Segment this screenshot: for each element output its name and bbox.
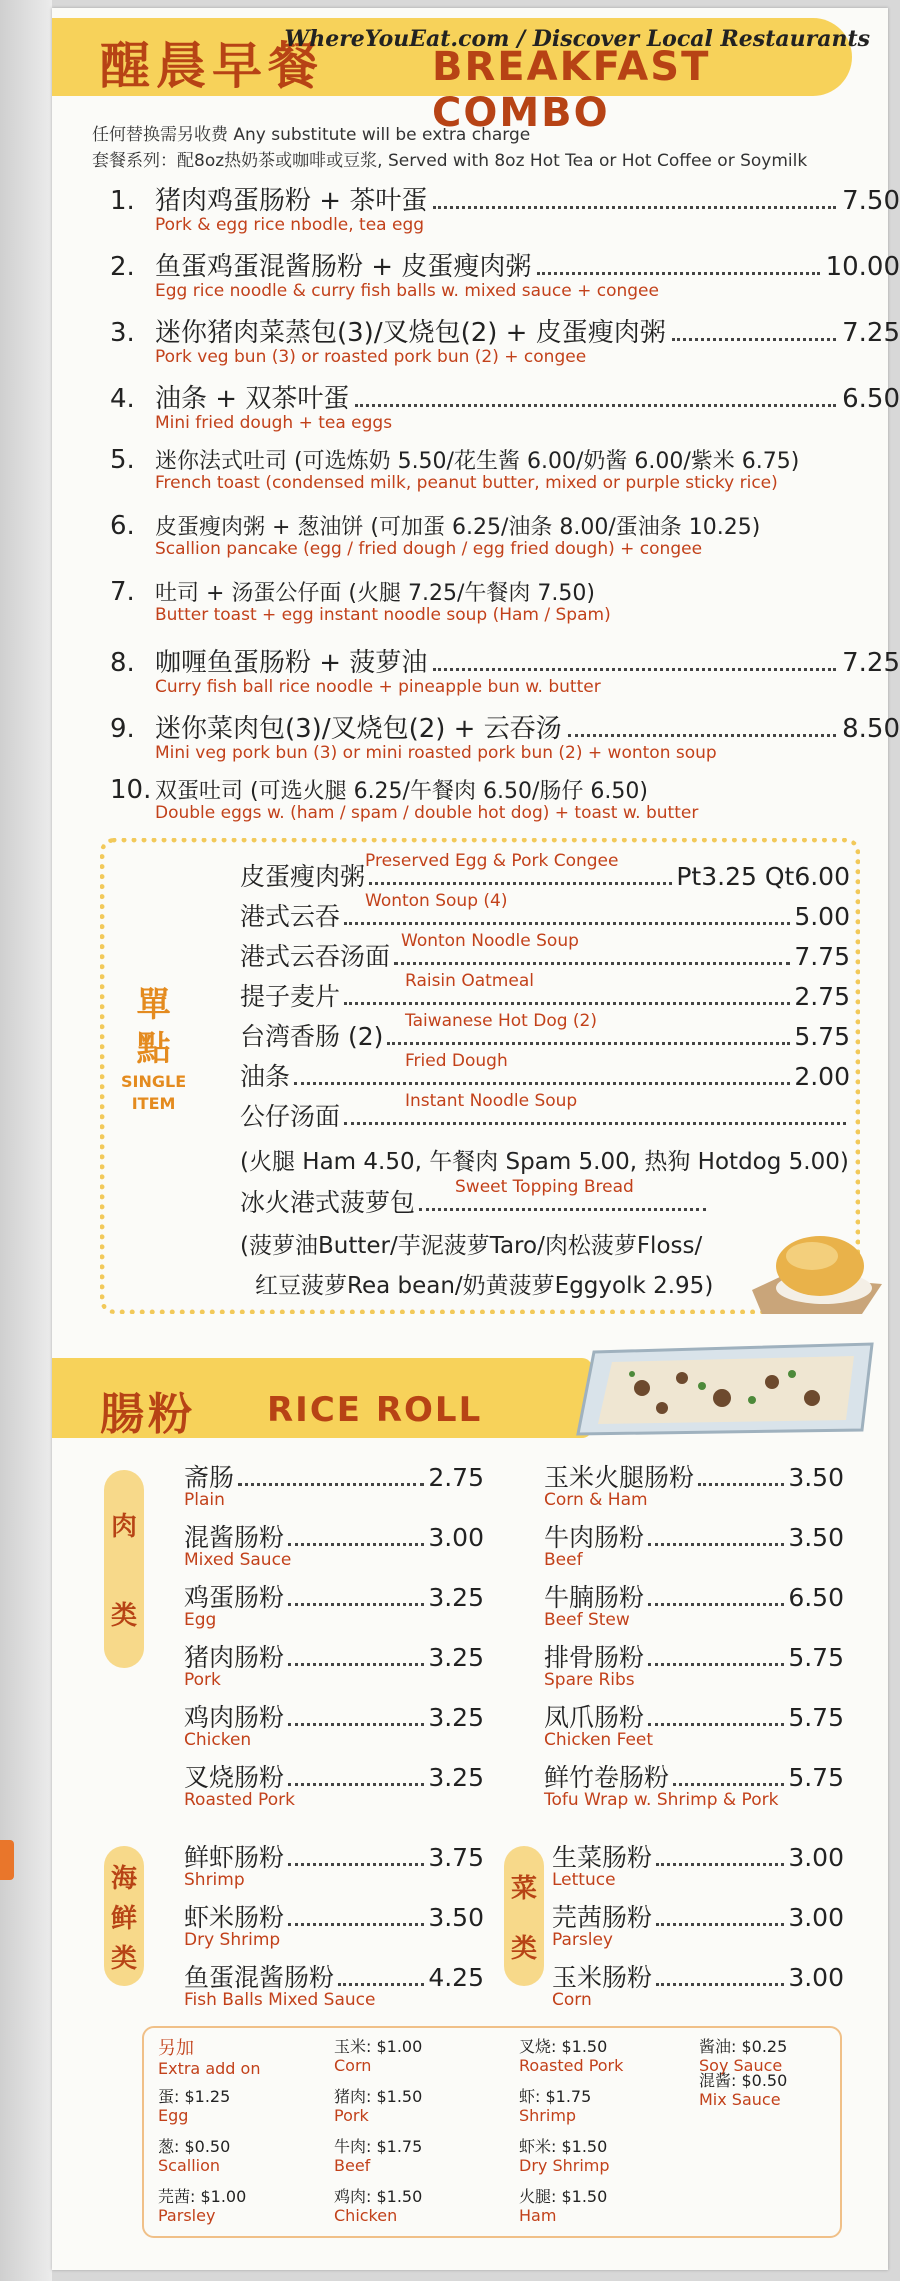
extra-item: 虾米: $1.50 Dry Shrimp <box>519 2137 610 2175</box>
combo-num: 1. <box>110 186 135 216</box>
bread-zh: 冰火港式菠萝包 <box>240 1188 416 1217</box>
rice-roll-zh: 虾米肠粉 <box>184 1903 285 1932</box>
rice-roll-en: Pork <box>184 1670 221 1690</box>
combo-zh: 猪肉鸡蛋肠粉 + 茶叶蛋 <box>155 186 428 216</box>
combo-price: 10.00 <box>825 252 900 282</box>
combo-item <box>110 576 900 642</box>
rice-roll-en: Plain <box>184 1490 225 1510</box>
extras-title: 另加 Extra add on <box>158 2038 261 2078</box>
rice-roll-zh: 芫茜肠粉 <box>552 1903 653 1932</box>
rice-roll-price: 3.00 <box>788 1903 844 1932</box>
rice-roll-zh: 鸡蛋肠粉 <box>184 1583 285 1612</box>
rice-roll-zh: 玉米肠粉 <box>552 1963 653 1992</box>
extra-item: 叉烧: $1.50 Roasted Pork <box>519 2037 624 2075</box>
combo-en: Mini veg pork bun (3) or mini roasted pork bun (2) + wonton soup <box>155 743 717 763</box>
single-item-zh: 提子麦片 <box>240 982 341 1011</box>
combo-item <box>110 642 900 708</box>
breakfast-title-zh: 醒晨早餐 <box>100 37 324 95</box>
rice-roll-item <box>544 1578 844 1630</box>
combo-num: 5. <box>110 445 135 475</box>
single-label-zh-2: 點 <box>136 1029 171 1069</box>
rice-roll-en: Fish Balls Mixed Sauce <box>184 1990 376 2010</box>
extra-item: 葱: $0.50 Scallion <box>158 2137 231 2175</box>
rice-roll-price: 5.75 <box>788 1703 844 1732</box>
rice-roll-item <box>184 1458 484 1510</box>
combo-price: 7.50 <box>842 186 900 216</box>
rice-roll-item <box>544 1698 844 1750</box>
rice-roll-item <box>544 1758 844 1810</box>
rice-roll-zh: 排骨肠粉 <box>544 1643 645 1672</box>
combo-zh: 迷你法式吐司 (可选炼奶 5.50/花生酱 6.00/奶酱 6.00/紫米 6.75) <box>155 449 800 474</box>
rice-roll-price: 6.50 <box>788 1583 844 1612</box>
combo-en: Pork veg bun (3) or roasted pork bun (2) + congee <box>155 347 587 367</box>
single-item-box <box>100 838 860 1314</box>
combo-num: 4. <box>110 384 135 414</box>
extra-item: 玉米: $1.00 Corn <box>334 2037 423 2075</box>
combo-en: Pork & egg rice nbodle, tea egg <box>155 215 425 235</box>
combo-num: 8. <box>110 648 135 678</box>
combo-zh: 吐司 + 汤蛋公仔面 (火腿 7.25/午餐肉 7.50) <box>155 581 595 606</box>
combo-zh: 迷你猪肉菜蒸包(3)/叉烧包(2) + 皮蛋瘦肉粥 <box>155 318 666 348</box>
single-item <box>240 897 850 933</box>
single-item-zh: 皮蛋瘦肉粥 <box>240 862 366 891</box>
rice-roll-item <box>552 1898 844 1950</box>
rice-roll-en: Dry Shrimp <box>184 1930 281 1950</box>
rice-roll-price: 5.75 <box>788 1643 844 1672</box>
combo-price: 7.25 <box>842 648 900 678</box>
menu-page <box>52 8 900 2270</box>
rice-roll-zh: 猪肉肠粉 <box>184 1643 285 1672</box>
rice-roll-price: 3.25 <box>428 1643 484 1672</box>
single-label-zh-1: 單 <box>136 985 171 1025</box>
single-item-zh: 公仔汤面 <box>240 1102 341 1131</box>
combo-price: 6.50 <box>842 384 900 414</box>
bread-options-2: 红豆菠萝Rea bean/奶黄菠萝Eggyolk 2.95) <box>255 1273 714 1299</box>
noodle-options: (火腿 Ham 4.50, 午餐肉 Spam 5.00, 热狗 Hotdog 5.00) <box>240 1149 849 1175</box>
extra-item: 猪肉: $1.50 Pork <box>334 2087 423 2125</box>
rice-roll-price: 3.50 <box>788 1523 844 1552</box>
rice-roll-item <box>184 1638 484 1690</box>
rice-roll-en: Corn <box>552 1990 592 2010</box>
combo-zh: 迷你菜肉包(3)/叉烧包(2) + 云吞汤 <box>155 714 562 744</box>
extra-item: 虾: $1.75 Shrimp <box>519 2087 592 2125</box>
rice-roll-en: Lettuce <box>552 1870 616 1890</box>
orange-tab-edge <box>0 1840 14 1880</box>
single-item <box>240 1057 850 1093</box>
rice-roll-title-zh: 腸粉 <box>100 1389 196 1440</box>
rice-roll-item <box>184 1698 484 1750</box>
combo-num: 3. <box>110 318 135 348</box>
single-item-en: Preserved Egg & Pork Congee <box>365 851 619 871</box>
extra-item: 牛肉: $1.75 Beef <box>334 2137 423 2175</box>
single-item-en: Wonton Soup (4) <box>365 891 508 911</box>
single-item-price: 7.75 <box>794 942 850 971</box>
rice-roll-price: 3.00 <box>428 1523 484 1552</box>
combo-num: 9. <box>110 714 135 744</box>
single-item-en: Instant Noodle Soup <box>405 1091 578 1111</box>
rice-roll-en: Chicken <box>184 1730 252 1750</box>
rice-roll-item <box>544 1638 844 1690</box>
single-item-price: 2.00 <box>794 1062 850 1091</box>
rice-roll-en: Corn & Ham <box>544 1490 648 1510</box>
substitute-note: 任何替换需另收费 Any substitute will be extra charge <box>92 125 531 145</box>
veg-category-label: 菜 类 <box>504 1846 544 1986</box>
rice-roll-item <box>552 1958 844 2010</box>
served-with-note: 套餐系列：配8oz热奶茶或咖啡或豆浆, Served with 8oz Hot Tea or Hot Coffee or Soymilk <box>92 151 808 171</box>
single-item-price: 5.00 <box>794 902 850 931</box>
rice-roll-price: 3.25 <box>428 1763 484 1792</box>
combo-zh: 油条 + 双茶叶蛋 <box>155 384 350 414</box>
rice-roll-en: Beef Stew <box>544 1610 630 1630</box>
rice-roll-en: Roasted Pork <box>184 1790 295 1810</box>
meat-category-label: 肉 类 <box>104 1470 144 1668</box>
single-item-price: Pt3.25 Qt6.00 <box>676 862 850 891</box>
extra-item: 鸡肉: $1.50 Chicken <box>334 2187 423 2225</box>
rice-roll-price: 5.75 <box>788 1763 844 1792</box>
extra-item: 蛋: $1.25 Egg <box>158 2087 231 2125</box>
rice-roll-item <box>544 1518 844 1570</box>
combo-item <box>110 312 900 378</box>
combo-num: 10. <box>110 775 152 805</box>
rice-roll-zh: 牛腩肠粉 <box>544 1583 645 1612</box>
bread-options-1: (菠萝油Butter/芋泥菠萝Taro/肉松菠萝Floss/ <box>240 1233 703 1259</box>
page-fold-edge <box>0 0 52 2281</box>
combo-en: Mini fried dough + tea eggs <box>155 413 393 433</box>
rice-roll-price: 3.00 <box>788 1843 844 1872</box>
rice-roll-en: Beef <box>544 1550 583 1570</box>
combo-zh: 咖喱鱼蛋肠粉 + 菠萝油 <box>155 648 428 678</box>
combo-item <box>110 378 900 444</box>
single-item-price: 5.75 <box>794 1022 850 1051</box>
single-item-zh: 港式云吞汤面 <box>240 942 391 971</box>
combo-num: 7. <box>110 577 135 607</box>
rice-roll-en: Chicken Feet <box>544 1730 654 1750</box>
rice-roll-price: 4.25 <box>428 1963 484 1992</box>
single-item-en: Wonton Noodle Soup <box>401 931 579 951</box>
rice-roll-zh: 鲜竹卷肠粉 <box>544 1763 670 1792</box>
combo-item <box>110 246 900 312</box>
rice-roll-zh: 斋肠 <box>184 1463 235 1492</box>
combo-zh: 鱼蛋鸡蛋混酱肠粉 + 皮蛋瘦肉粥 <box>155 252 532 282</box>
combo-item <box>110 774 900 840</box>
combo-en: Curry fish ball rice noodle + pineapple bun w. butter <box>155 677 601 697</box>
single-item <box>240 977 850 1013</box>
rice-roll-price: 3.25 <box>428 1583 484 1612</box>
extra-item: 火腿: $1.50 Ham <box>519 2187 608 2225</box>
pineapple-bun-image <box>752 1218 882 1318</box>
rice-roll-item <box>184 1838 484 1890</box>
single-item-zh: 台湾香肠 (2) <box>240 1022 384 1051</box>
rice-roll-price: 3.75 <box>428 1843 484 1872</box>
rice-roll-zh: 生菜肠粉 <box>552 1843 653 1872</box>
rice-roll-dish-image <box>572 1338 882 1438</box>
extra-item: 混酱: $0.50 Mix Sauce <box>699 2071 788 2109</box>
bread-en: Sweet Topping Bread <box>455 1177 634 1197</box>
rice-roll-en: Mixed Sauce <box>184 1550 292 1570</box>
combo-en: Egg rice noodle & curry fish balls w. mixed sauce + congee <box>155 281 659 301</box>
rice-roll-en: Egg <box>184 1610 217 1630</box>
rice-roll-item <box>184 1578 484 1630</box>
extra-item: 芫茜: $1.00 Parsley <box>158 2187 247 2225</box>
combo-zh: 皮蛋瘦肉粥 + 葱油饼 (可加蛋 6.25/油条 8.00/蛋油条 10.25) <box>155 515 761 540</box>
rice-roll-zh: 玉米火腿肠粉 <box>544 1463 695 1492</box>
combo-item <box>110 510 900 576</box>
single-item-price: 2.75 <box>794 982 850 1011</box>
combo-en: Double eggs w. (ham / spam / double hot dog) + toast w. butter <box>155 803 699 823</box>
combo-item <box>110 444 900 510</box>
single-label-en-1: SINGLE <box>121 1072 187 1091</box>
single-item-en: Raisin Oatmeal <box>405 971 534 991</box>
watermark: WhereYouEat.com / Discover Local Restaurants <box>284 26 870 52</box>
single-item-label <box>121 983 186 1115</box>
combo-zh: 双蛋吐司 (可选火腿 6.25/午餐肉 6.50/肠仔 6.50) <box>155 779 648 804</box>
combo-en: Scallion pancake (egg / fried dough / egg fried dough) + congee <box>155 539 703 559</box>
rice-roll-zh: 鱼蛋混酱肠粉 <box>184 1963 335 1992</box>
combo-num: 6. <box>110 511 135 541</box>
rice-roll-zh: 牛肉肠粉 <box>544 1523 645 1552</box>
rice-roll-price: 3.25 <box>428 1703 484 1732</box>
combo-list <box>110 180 900 840</box>
single-item-zh: 油条 <box>240 1062 291 1091</box>
rice-roll-zh: 鲜虾肠粉 <box>184 1843 285 1872</box>
rice-roll-item <box>544 1458 844 1510</box>
rice-roll-zh: 凤爪肠粉 <box>544 1703 645 1732</box>
combo-num: 2. <box>110 252 135 282</box>
seafood-category-label: 海 鲜 类 <box>104 1846 144 1986</box>
single-item-en: Fried Dough <box>405 1051 508 1071</box>
rice-roll-en: Shrimp <box>184 1870 245 1890</box>
single-label-en-2: ITEM <box>131 1094 176 1113</box>
rice-roll-en: Spare Ribs <box>544 1670 635 1690</box>
single-item-en: Taiwanese Hot Dog (2) <box>405 1011 598 1031</box>
rice-roll-item <box>184 1958 484 2010</box>
combo-price: 7.25 <box>842 318 900 348</box>
rice-roll-item <box>184 1758 484 1810</box>
rice-roll-item <box>552 1838 844 1890</box>
rice-roll-price: 3.50 <box>788 1463 844 1492</box>
combo-en: French toast (condensed milk, peanut butter, mixed or purple sticky rice) <box>155 473 778 493</box>
rice-roll-price: 2.75 <box>428 1463 484 1492</box>
extra-item: 酱油: $0.25 Soy Sauce <box>699 2037 788 2075</box>
rice-roll-title-en: RICE ROLL <box>267 1390 483 1430</box>
rice-roll-price: 3.50 <box>428 1903 484 1932</box>
rice-roll-zh: 叉烧肠粉 <box>184 1763 285 1792</box>
rice-roll-price: 3.00 <box>788 1963 844 1992</box>
breakfast-title-en: BREAKFAST COMBO <box>432 44 711 136</box>
rice-roll-zh: 混酱肠粉 <box>184 1523 285 1552</box>
combo-price: 8.50 <box>842 714 900 744</box>
single-item-zh: 港式云吞 <box>240 902 341 931</box>
combo-en: Butter toast + egg instant noodle soup (Ham / Spam) <box>155 605 611 625</box>
combo-item <box>110 180 900 246</box>
combo-item <box>110 708 900 774</box>
rice-roll-item <box>184 1898 484 1950</box>
rice-roll-en: Parsley <box>552 1930 613 1950</box>
rice-roll-item <box>184 1518 484 1570</box>
rice-roll-en: Tofu Wrap w. Shrimp & Pork <box>544 1790 779 1810</box>
rice-roll-zh: 鸡肉肠粉 <box>184 1703 285 1732</box>
extra-add-on-box <box>142 2026 842 2238</box>
